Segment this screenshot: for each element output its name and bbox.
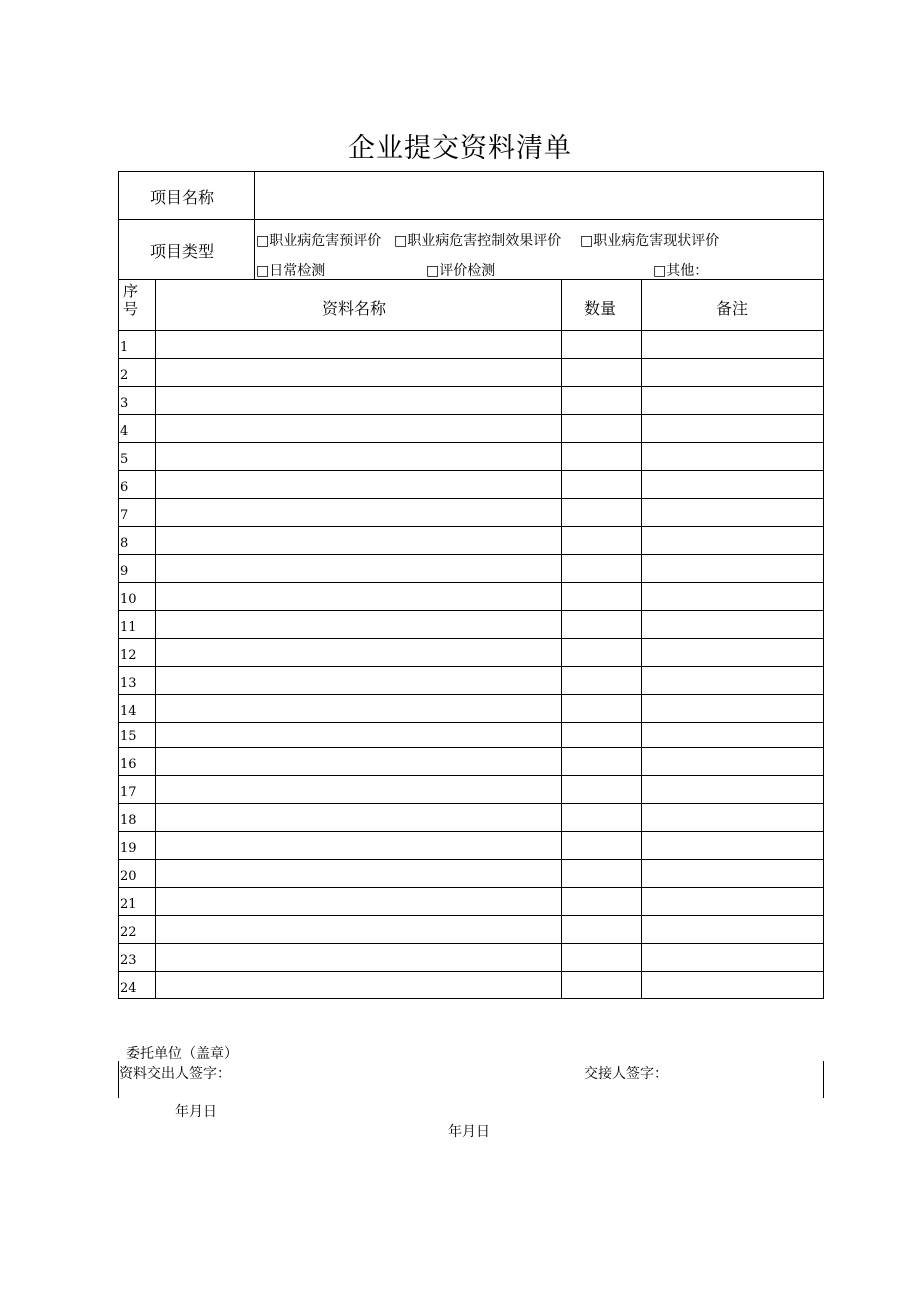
- table-row-line: [118, 803, 824, 804]
- table-row-line: [118, 666, 824, 667]
- header-row-divider: [118, 219, 824, 220]
- footer-left-border: [118, 1061, 119, 1098]
- table-row-line: [118, 747, 824, 748]
- quantity-header: 数量: [584, 299, 617, 318]
- table-row-line: [118, 943, 824, 944]
- row-number: 8: [120, 536, 129, 551]
- table-row-line: [118, 971, 824, 972]
- row-number: 3: [120, 396, 129, 411]
- row-number: 5: [120, 452, 129, 467]
- row-number: 13: [120, 676, 137, 691]
- table-row-line: [118, 498, 824, 499]
- checkbox-status-evaluation[interactable]: □职业病危害现状评价: [580, 233, 720, 249]
- table-row-line: [118, 526, 824, 527]
- table-row-line: [118, 610, 824, 611]
- table-row-line: [118, 694, 824, 695]
- table-row-line: [118, 470, 824, 471]
- receiver-signature[interactable]: 交接人签字：: [584, 1066, 668, 1082]
- checkbox-evaluation-testing[interactable]: □评价检测: [426, 263, 496, 279]
- table-border: [118, 279, 824, 999]
- row-number: 9: [120, 564, 129, 579]
- row-number: 21: [120, 897, 137, 912]
- material-name-header: 资料名称: [322, 299, 387, 318]
- table-row-line: [118, 638, 824, 639]
- table-row-line: [118, 330, 824, 331]
- row-number: 12: [120, 648, 137, 663]
- remark-header: 备注: [716, 299, 749, 318]
- table-row-line: [118, 414, 824, 415]
- table-row-line: [118, 582, 824, 583]
- table-row-line: [118, 775, 824, 776]
- date-right: 年月日: [448, 1124, 490, 1140]
- row-number: 15: [120, 729, 137, 744]
- table-row-line: [118, 554, 824, 555]
- checkbox-daily-testing[interactable]: □日常检测: [256, 263, 326, 279]
- table-row-line: [118, 887, 824, 888]
- project-name-label: 项目名称: [150, 188, 215, 207]
- table-row-line: [118, 358, 824, 359]
- table-row-line: [118, 442, 824, 443]
- row-number: 17: [120, 785, 137, 800]
- row-number: 10: [120, 592, 137, 607]
- row-number: 14: [120, 704, 137, 719]
- row-number: 18: [120, 813, 137, 828]
- checkbox-pre-evaluation[interactable]: □职业病危害预评价: [256, 233, 382, 249]
- client-unit-stamp: 委托单位（盖章）: [126, 1046, 238, 1062]
- row-number: 19: [120, 841, 137, 856]
- table-row-line: [118, 831, 824, 832]
- table-row-line: [118, 722, 824, 723]
- row-number: 6: [120, 480, 129, 495]
- col-divider-seq: [155, 279, 156, 999]
- table-row-line: [118, 859, 824, 860]
- footer-right-border: [823, 1061, 824, 1098]
- table-row-line: [118, 386, 824, 387]
- row-number: 11: [120, 620, 137, 635]
- checkbox-other[interactable]: □其他：: [653, 263, 709, 279]
- submitter-signature[interactable]: 资料交出人签字：: [119, 1066, 231, 1082]
- row-number: 4: [120, 424, 129, 439]
- row-number: 24: [120, 981, 137, 996]
- row-number: 20: [120, 869, 137, 884]
- row-number: 16: [120, 757, 137, 772]
- seq-header-top: 序: [123, 282, 139, 300]
- page-title: 企业提交资料清单: [348, 133, 572, 164]
- seq-header-bottom: 号: [123, 300, 139, 318]
- row-number: 23: [120, 953, 137, 968]
- header-divider: [254, 171, 255, 280]
- col-divider-name: [561, 279, 562, 999]
- row-number: 1: [120, 340, 129, 355]
- row-number: 22: [120, 925, 137, 940]
- row-number: 7: [120, 508, 129, 523]
- date-left: 年月日: [175, 1104, 217, 1120]
- col-divider-qty: [641, 279, 642, 999]
- table-row-line: [118, 915, 824, 916]
- checkbox-control-effect-evaluation[interactable]: □职业病危害控制效果评价: [394, 233, 562, 249]
- project-type-label: 项目类型: [150, 242, 215, 261]
- row-number: 2: [120, 368, 129, 383]
